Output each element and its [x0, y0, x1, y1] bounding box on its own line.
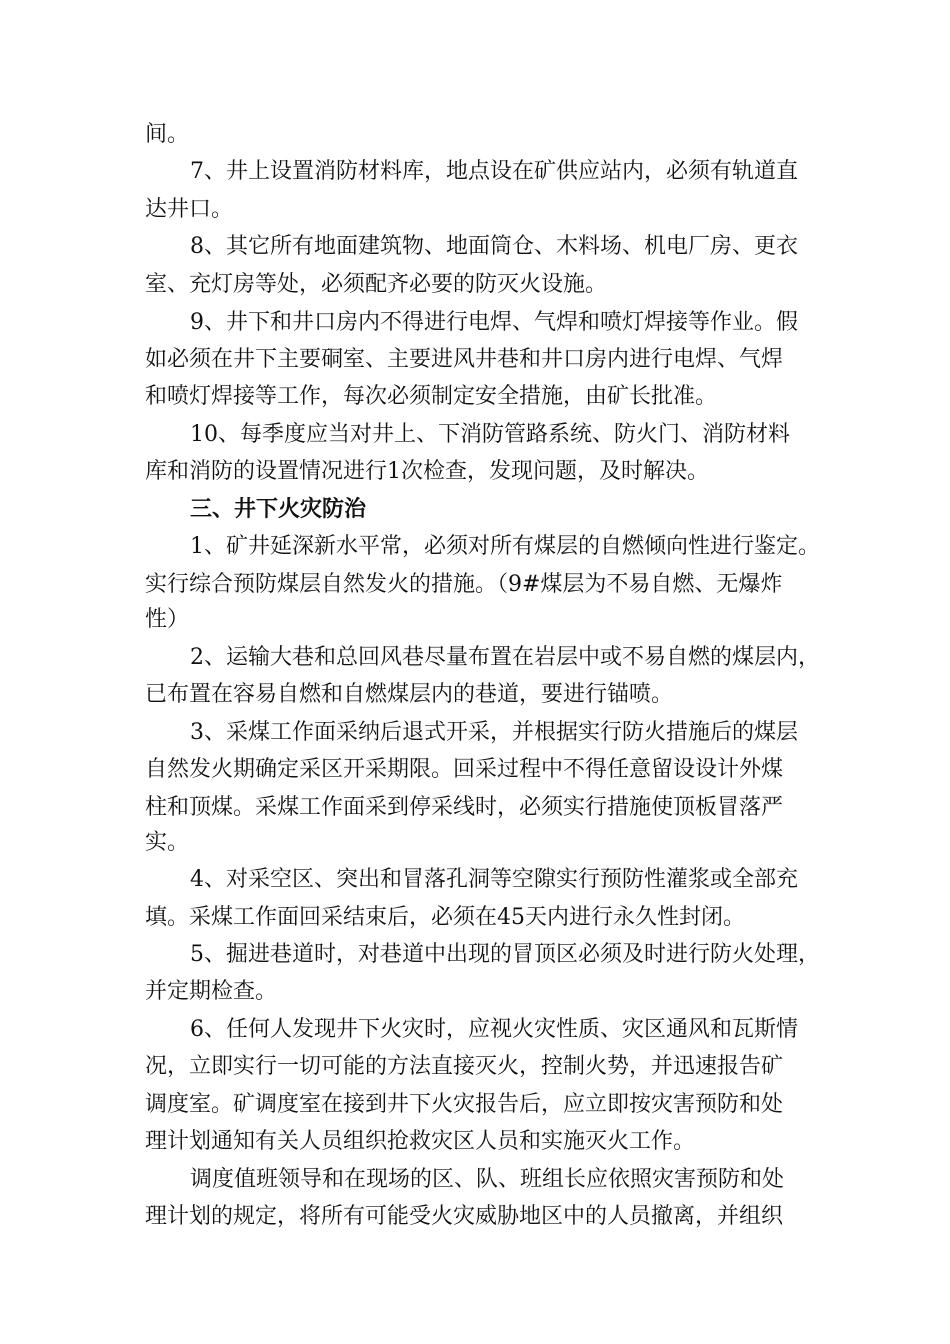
text-line: 10、每季度应当对井上、下消防管路系统、防火门、消防材料 [190, 422, 790, 447]
text-line: 间。 [145, 122, 190, 147]
text-line: 达井口。 [145, 197, 234, 222]
text-line: 如必须在井下主要硐室、主要进风井巷和井口房内进行电焊、气焊 [145, 347, 784, 372]
text-line: 8、其它所有地面建筑物、地面筒仓、木料场、机电厂房、更衣 [190, 234, 798, 259]
text-line: 实行综合预防煤层自然发火的措施。（9#煤层为不易自燃、无爆炸 [145, 572, 783, 597]
text-line: 1、矿井延深新水平常，必须对所有煤层的自燃倾向性进行鉴定。 [190, 534, 820, 559]
text-line: 理计划通知有关人员组织抢救灾区人员和实施灭火工作。 [145, 1129, 696, 1154]
text-line: 已布置在容易自燃和自燃煤层内的巷道，要进行锚喷。 [145, 682, 674, 707]
text-line: 性） [145, 607, 190, 632]
text-line: 和喷灯焊接等工作，每次必须制定安全措施，由矿长批准。 [145, 384, 718, 409]
text-line: 6、任何人发现井下火灾时，应视火灾性质、灾区通风和瓦斯情 [190, 1017, 798, 1042]
text-line: 7、井上设置消防材料库，地点设在矿供应站内，必须有轨道直 [190, 159, 798, 184]
text-line: 调度值班领导和在现场的区、队、班组长应依照灾害预防和处 [190, 1167, 785, 1192]
text-line: 5、掘进巷道时，对巷道中出现的冒顶区必须及时进行防火处理， [190, 942, 820, 967]
text-line: 况，立即实行一切可能的方法直接灭火，控制火势，并迅速报告矿 [145, 1054, 784, 1079]
text-line: 调度室。矿调度室在接到井下火灾报告后，应立即按灾害预防和处 [145, 1092, 784, 1117]
text-line: 室、充灯房等处，必须配齐必要的防灭火设施。 [145, 272, 608, 297]
text-line: 填。采煤工作面回采结束后，必须在45天内进行永久性封闭。 [145, 905, 745, 930]
text-line: 并定期检查。 [145, 979, 278, 1004]
text-line: 自然发火期确定采区开采期限。回采过程中不得任意留设设计外煤 [145, 757, 784, 782]
text-line: 3、采煤工作面采纳后退式开采，并根据实行防火措施后的煤层 [190, 720, 798, 745]
text-line: 4、对采空区、突出和冒落孔洞等空隙实行预防性灌浆或全部充 [190, 867, 798, 892]
section-heading: 三、井下火灾防治 [190, 497, 367, 522]
text-line: 库和消防的设置情况进行1次检查，发现问题，及时解决。 [145, 459, 709, 484]
text-line: 2、运输大巷和总回风巷尽量布置在岩层中或不易自燃的煤层内， [190, 645, 820, 670]
text-line: 9、井下和井口房内不得进行电焊、气焊和喷灯焊接等作业。假 [190, 310, 798, 335]
text-line: 柱和顶煤。采煤工作面采到停采线时，必须实行措施使顶板冒落严 [145, 795, 784, 820]
text-line: 实。 [145, 830, 190, 855]
text-line: 理计划的规定，将所有可能受火灾威胁地区中的人员撤离，并组织 [145, 1204, 784, 1229]
